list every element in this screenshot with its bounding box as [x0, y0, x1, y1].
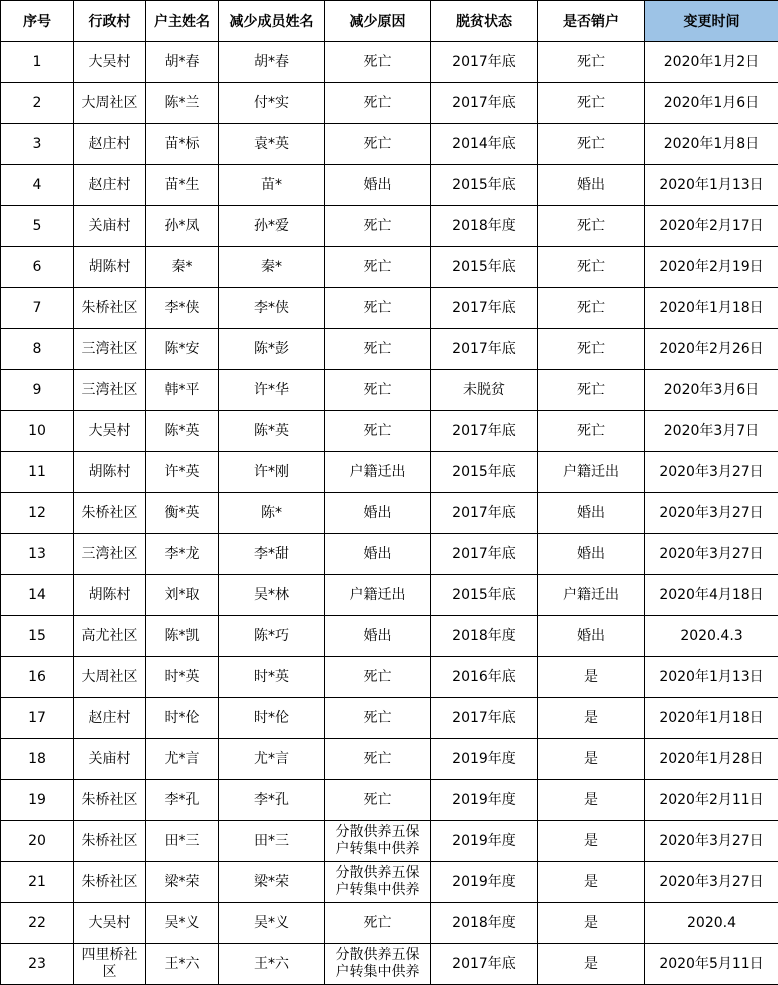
cell-village: 大吴村	[74, 411, 146, 452]
cell-reduced-member: 时*英	[219, 657, 325, 698]
cell-village: 朱桥社区	[74, 288, 146, 329]
cell-account-closed: 死亡	[538, 411, 645, 452]
cell-householder: 孙*凤	[146, 206, 219, 247]
table-body	[1, 42, 778, 985]
table-row	[1, 534, 778, 575]
cell-householder: 衡*英	[146, 493, 219, 534]
cell-change-date: 2020年2月26日	[645, 329, 778, 370]
cell-householder: 尤*言	[146, 739, 219, 780]
cell-reason: 死亡	[325, 411, 431, 452]
cell-village: 三湾社区	[74, 329, 146, 370]
cell-reduced-member: 胡*春	[219, 42, 325, 83]
table-row	[1, 821, 778, 862]
table-row	[1, 862, 778, 903]
cell-change-date: 2020年1月18日	[645, 288, 778, 329]
cell-householder: 陈*英	[146, 411, 219, 452]
cell-reason: 死亡	[325, 42, 431, 83]
cell-change-date: 2020年1月2日	[645, 42, 778, 83]
cell-account-closed: 死亡	[538, 206, 645, 247]
cell-householder: 许*英	[146, 452, 219, 493]
cell-change-date: 2020年3月27日	[645, 862, 778, 903]
cell-reason: 死亡	[325, 206, 431, 247]
cell-reduced-member: 梁*荣	[219, 862, 325, 903]
table-row	[1, 575, 778, 616]
cell-change-date: 2020年1月28日	[645, 739, 778, 780]
cell-change-date: 2020.4	[645, 903, 778, 944]
cell-account-closed: 死亡	[538, 247, 645, 288]
cell-account-closed: 是	[538, 944, 645, 985]
table-row	[1, 739, 778, 780]
table-row	[1, 370, 778, 411]
header-row	[1, 1, 778, 42]
cell-account-closed: 是	[538, 698, 645, 739]
cell-poverty-status: 2015年底	[431, 575, 538, 616]
header-account-closed: 是否销户	[538, 1, 645, 42]
cell-reduced-member: 李*侠	[219, 288, 325, 329]
table-row	[1, 616, 778, 657]
cell-village: 大周社区	[74, 83, 146, 124]
cell-index: 13	[1, 534, 74, 575]
cell-householder: 李*孔	[146, 780, 219, 821]
cell-index: 17	[1, 698, 74, 739]
cell-index: 4	[1, 165, 74, 206]
cell-village: 大周社区	[74, 657, 146, 698]
cell-village	[74, 944, 146, 985]
cell-poverty-status: 2016年底	[431, 657, 538, 698]
cell-reduced-member: 陈*英	[219, 411, 325, 452]
cell-change-date: 2020年1月8日	[645, 124, 778, 165]
cell-line: 四里桥社	[81, 947, 138, 963]
cell-poverty-status: 2017年底	[431, 288, 538, 329]
cell-reduced-member: 王*六	[219, 944, 325, 985]
cell-poverty-status: 2018年度	[431, 206, 538, 247]
table-row	[1, 83, 778, 124]
cell-reduced-member: 秦*	[219, 247, 325, 288]
cell-account-closed: 户籍迁出	[538, 575, 645, 616]
table-row	[1, 329, 778, 370]
cell-index: 14	[1, 575, 74, 616]
cell-poverty-status: 2017年底	[431, 42, 538, 83]
cell-reason	[325, 944, 431, 985]
table-row	[1, 247, 778, 288]
cell-reduced-member: 尤*言	[219, 739, 325, 780]
cell-reason: 死亡	[325, 83, 431, 124]
cell-reason: 户籍迁出	[325, 575, 431, 616]
cell-account-closed: 是	[538, 657, 645, 698]
cell-line: 分散供养五保	[335, 824, 420, 840]
cell-village: 关庙村	[74, 206, 146, 247]
cell-account-closed: 婚出	[538, 493, 645, 534]
cell-account-closed: 死亡	[538, 288, 645, 329]
cell-village: 大吴村	[74, 903, 146, 944]
header-poverty-status: 脱贫状态	[431, 1, 538, 42]
cell-poverty-status: 2017年底	[431, 83, 538, 124]
cell-index: 2	[1, 83, 74, 124]
table-row	[1, 288, 778, 329]
header-reduced-member: 减少成员姓名	[219, 1, 325, 42]
cell-change-date: 2020年1月13日	[645, 657, 778, 698]
cell-reason: 死亡	[325, 370, 431, 411]
cell-change-date: 2020年1月6日	[645, 83, 778, 124]
cell-householder: 时*英	[146, 657, 219, 698]
cell-poverty-status: 未脱贫	[431, 370, 538, 411]
header-index: 序号	[1, 1, 74, 42]
table-row	[1, 780, 778, 821]
table-row	[1, 411, 778, 452]
cell-account-closed: 是	[538, 862, 645, 903]
cell-change-date: 2020年3月27日	[645, 534, 778, 575]
cell-index: 7	[1, 288, 74, 329]
cell-change-date: 2020年2月17日	[645, 206, 778, 247]
cell-householder: 刘*取	[146, 575, 219, 616]
cell-account-closed: 死亡	[538, 42, 645, 83]
table-row	[1, 42, 778, 83]
cell-line: 分散供养五保	[335, 865, 420, 881]
cell-account-closed: 婚出	[538, 165, 645, 206]
cell-change-date: 2020年2月19日	[645, 247, 778, 288]
cell-index: 6	[1, 247, 74, 288]
cell-account-closed: 是	[538, 739, 645, 780]
table-row	[1, 124, 778, 165]
cell-poverty-status: 2015年底	[431, 165, 538, 206]
cell-reason: 婚出	[325, 616, 431, 657]
cell-index: 20	[1, 821, 74, 862]
cell-village: 胡陈村	[74, 452, 146, 493]
cell-reduced-member: 陈*巧	[219, 616, 325, 657]
header-change-date: 变更时间	[645, 1, 778, 42]
cell-account-closed: 死亡	[538, 124, 645, 165]
cell-village: 朱桥社区	[74, 780, 146, 821]
cell-index: 18	[1, 739, 74, 780]
cell-poverty-status: 2015年底	[431, 247, 538, 288]
cell-line: 户转集中供养	[335, 841, 420, 857]
cell-account-closed: 婚出	[538, 534, 645, 575]
cell-index: 22	[1, 903, 74, 944]
cell-reduced-member: 苗*	[219, 165, 325, 206]
cell-village: 胡陈村	[74, 247, 146, 288]
cell-village: 朱桥社区	[74, 493, 146, 534]
cell-village: 朱桥社区	[74, 862, 146, 903]
cell-account-closed: 婚出	[538, 616, 645, 657]
cell-reason: 户籍迁出	[325, 452, 431, 493]
cell-village: 高尤社区	[74, 616, 146, 657]
cell-change-date: 2020年1月13日	[645, 165, 778, 206]
cell-change-date: 2020年3月27日	[645, 493, 778, 534]
header-village: 行政村	[74, 1, 146, 42]
cell-change-date: 2020年4月18日	[645, 575, 778, 616]
cell-index: 19	[1, 780, 74, 821]
table-row	[1, 452, 778, 493]
cell-reduced-member: 陈*彭	[219, 329, 325, 370]
cell-village: 赵庄村	[74, 165, 146, 206]
cell-line: 户转集中供养	[335, 882, 420, 898]
cell-index: 12	[1, 493, 74, 534]
cell-householder: 苗*标	[146, 124, 219, 165]
cell-householder: 李*侠	[146, 288, 219, 329]
cell-reduced-member: 田*三	[219, 821, 325, 862]
cell-householder: 秦*	[146, 247, 219, 288]
cell-index: 10	[1, 411, 74, 452]
cell-householder: 王*六	[146, 944, 219, 985]
cell-change-date: 2020年1月18日	[645, 698, 778, 739]
cell-change-date: 2020年2月11日	[645, 780, 778, 821]
cell-reduced-member: 吴*义	[219, 903, 325, 944]
cell-index: 5	[1, 206, 74, 247]
cell-householder: 李*龙	[146, 534, 219, 575]
cell-index: 3	[1, 124, 74, 165]
cell-account-closed: 是	[538, 903, 645, 944]
header-reason: 减少原因	[325, 1, 431, 42]
cell-account-closed: 是	[538, 780, 645, 821]
cell-reduced-member: 李*孔	[219, 780, 325, 821]
table-row	[1, 493, 778, 534]
cell-change-date: 2020年3月6日	[645, 370, 778, 411]
cell-reason: 死亡	[325, 247, 431, 288]
cell-reduced-member: 李*甜	[219, 534, 325, 575]
cell-village: 三湾社区	[74, 370, 146, 411]
cell-reason: 死亡	[325, 903, 431, 944]
cell-reason: 死亡	[325, 329, 431, 370]
cell-poverty-status: 2019年度	[431, 862, 538, 903]
cell-account-closed: 死亡	[538, 329, 645, 370]
cell-index: 1	[1, 42, 74, 83]
cell-householder: 胡*春	[146, 42, 219, 83]
cell-reason: 婚出	[325, 534, 431, 575]
cell-householder: 时*伦	[146, 698, 219, 739]
cell-reduced-member: 袁*英	[219, 124, 325, 165]
cell-reduced-member: 孙*爱	[219, 206, 325, 247]
cell-reason	[325, 821, 431, 862]
cell-householder: 陈*安	[146, 329, 219, 370]
cell-reduced-member: 许*华	[219, 370, 325, 411]
cell-village: 赵庄村	[74, 698, 146, 739]
cell-reduced-member: 陈*	[219, 493, 325, 534]
cell-reason: 婚出	[325, 165, 431, 206]
cell-reason: 死亡	[325, 288, 431, 329]
cell-reason: 死亡	[325, 780, 431, 821]
cell-account-closed: 户籍迁出	[538, 452, 645, 493]
cell-reason: 死亡	[325, 657, 431, 698]
cell-poverty-status: 2017年底	[431, 329, 538, 370]
cell-householder: 梁*荣	[146, 862, 219, 903]
cell-index: 15	[1, 616, 74, 657]
cell-reason: 死亡	[325, 739, 431, 780]
cell-reduced-member: 吴*林	[219, 575, 325, 616]
cell-reason: 婚出	[325, 493, 431, 534]
cell-poverty-status: 2019年度	[431, 739, 538, 780]
cell-reason	[325, 862, 431, 903]
table-row	[1, 206, 778, 247]
cell-poverty-status: 2018年度	[431, 616, 538, 657]
cell-reason: 死亡	[325, 698, 431, 739]
cell-index: 9	[1, 370, 74, 411]
cell-village: 朱桥社区	[74, 821, 146, 862]
cell-index: 8	[1, 329, 74, 370]
cell-householder: 吴*义	[146, 903, 219, 944]
cell-index: 16	[1, 657, 74, 698]
cell-poverty-status: 2017年底	[431, 698, 538, 739]
cell-line: 分散供养五保	[335, 947, 420, 963]
cell-village: 关庙村	[74, 739, 146, 780]
cell-reduced-member: 许*刚	[219, 452, 325, 493]
cell-poverty-status: 2018年度	[431, 903, 538, 944]
cell-change-date: 2020年3月27日	[645, 452, 778, 493]
cell-change-date: 2020年3月7日	[645, 411, 778, 452]
cell-account-closed: 是	[538, 821, 645, 862]
cell-householder: 陈*兰	[146, 83, 219, 124]
cell-village: 胡陈村	[74, 575, 146, 616]
cell-poverty-status: 2014年底	[431, 124, 538, 165]
cell-index: 21	[1, 862, 74, 903]
cell-poverty-status: 2017年底	[431, 493, 538, 534]
cell-index: 23	[1, 944, 74, 985]
cell-village: 大吴村	[74, 42, 146, 83]
cell-village: 三湾社区	[74, 534, 146, 575]
table-row	[1, 698, 778, 739]
cell-poverty-status: 2017年底	[431, 534, 538, 575]
cell-poverty-status: 2019年度	[431, 780, 538, 821]
cell-reduced-member: 时*伦	[219, 698, 325, 739]
cell-householder: 韩*平	[146, 370, 219, 411]
cell-account-closed: 死亡	[538, 83, 645, 124]
table-header	[1, 1, 778, 42]
cell-index: 11	[1, 452, 74, 493]
cell-line: 户转集中供养	[335, 964, 420, 980]
cell-reason: 死亡	[325, 124, 431, 165]
cell-poverty-status: 2017年底	[431, 411, 538, 452]
cell-change-date: 2020年3月27日	[645, 821, 778, 862]
cell-village: 赵庄村	[74, 124, 146, 165]
cell-line: 区	[102, 964, 117, 980]
header-householder: 户主姓名	[146, 1, 219, 42]
cell-account-closed: 死亡	[538, 370, 645, 411]
cell-change-date: 2020年5月11日	[645, 944, 778, 985]
cell-change-date: 2020.4.3	[645, 616, 778, 657]
table-row	[1, 944, 778, 985]
cell-poverty-status: 2017年底	[431, 944, 538, 985]
table-row	[1, 657, 778, 698]
cell-householder: 田*三	[146, 821, 219, 862]
cell-householder: 苗*生	[146, 165, 219, 206]
cell-reduced-member: 付*实	[219, 83, 325, 124]
cell-householder: 陈*凯	[146, 616, 219, 657]
cell-poverty-status: 2015年底	[431, 452, 538, 493]
table-row	[1, 903, 778, 944]
table-row	[1, 165, 778, 206]
cell-poverty-status: 2019年度	[431, 821, 538, 862]
